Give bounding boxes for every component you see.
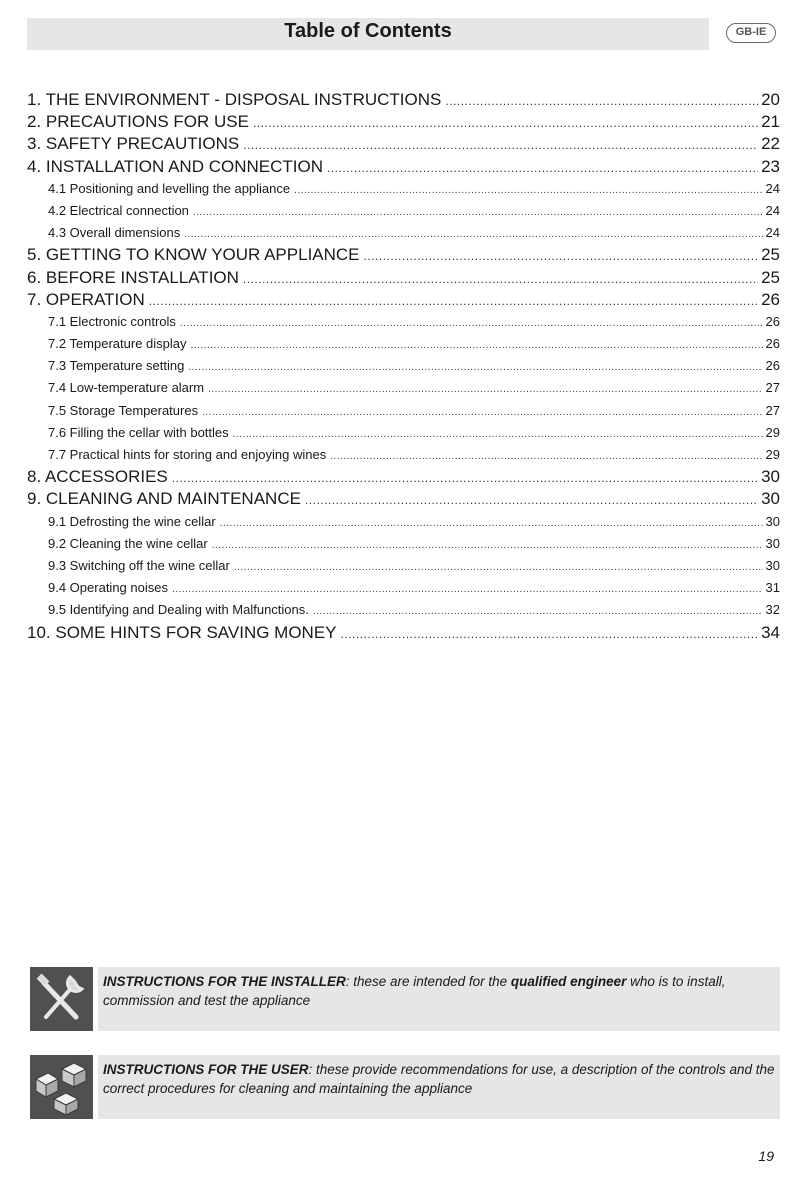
toc-entry-label: 1. THE ENVIRONMENT - DISPOSAL INSTRUCTIONS: [27, 90, 442, 109]
toc-subsection-row[interactable]: [27, 311, 780, 333]
toc-subsection-row[interactable]: [27, 333, 780, 355]
toc-dot-leader: [233, 424, 763, 444]
toc-section-row[interactable]: [27, 111, 780, 133]
toc-subsection-row[interactable]: [27, 444, 780, 466]
toc-dot-leader: [243, 134, 758, 155]
toc-entry-label: 2. PRECAUTIONS FOR USE: [27, 112, 249, 132]
toc-entry-page: 25: [761, 267, 780, 287]
toc-dot-leader: [184, 224, 762, 244]
toc-dot-leader: [341, 623, 759, 644]
toc-dot-leader: [313, 601, 763, 621]
toc-entry-page: 30: [765, 535, 780, 551]
toc-section-row[interactable]: [27, 89, 780, 111]
toc-dot-leader: [294, 180, 762, 200]
toc-section-row[interactable]: [27, 289, 780, 311]
toc-section-row[interactable]: [27, 133, 780, 155]
toc-subsection-row[interactable]: [27, 355, 780, 377]
toc-dot-leader: [202, 402, 762, 422]
toc-dot-leader: [191, 335, 763, 355]
toc-dot-leader: [220, 513, 763, 533]
installer-note-text-before: : these are intended for the: [345, 974, 511, 989]
toc-entry-label: 4.3 Overall dimensions: [48, 225, 181, 241]
toc-dot-leader: [305, 489, 758, 510]
toc-entry-page: 30: [765, 513, 780, 529]
toc-entry-label: 4.2 Electrical connection: [48, 202, 189, 218]
toc-dot-leader: [188, 357, 762, 377]
title-bar: [27, 18, 709, 50]
toc-entry-label: 8. ACCESSORIES: [27, 467, 168, 487]
user-note: [98, 1055, 780, 1119]
toc-entry-label: 9. CLEANING AND MAINTENANCE: [27, 489, 301, 509]
toc-subsection-row[interactable]: [27, 533, 780, 555]
toc-entry-label: 10. SOME HINTS FOR SAVING MONEY: [27, 622, 337, 642]
toc-dot-leader: [445, 90, 758, 111]
installer-instructions: [30, 967, 780, 1031]
language-badge: GB-IE: [726, 23, 776, 43]
toc-dot-leader: [180, 313, 763, 333]
toc-dot-leader: [172, 467, 758, 488]
toc-subsection-row[interactable]: [27, 200, 780, 222]
toc-entry-label: 7.1 Electronic controls: [48, 313, 176, 329]
toc-subsection-row[interactable]: [27, 511, 780, 533]
toc-entry-page: 26: [765, 313, 780, 329]
toc-entry-label: 7.7 Practical hints for storing and enjoying wines: [48, 447, 327, 462]
tools-icon: [30, 967, 93, 1031]
toc-entry-label: 7.5 Storage Temperatures: [48, 402, 199, 418]
toc-section-row[interactable]: [27, 156, 780, 178]
toc-entry-page: 34: [761, 622, 780, 642]
toc-subsection-row[interactable]: [27, 222, 780, 244]
toc-entry-page: 24: [765, 202, 780, 218]
toc-subsection-row[interactable]: [27, 400, 780, 422]
toc-dot-leader: [172, 579, 763, 599]
toc-entry-page: 29: [765, 424, 780, 440]
toc-section-row[interactable]: [27, 488, 780, 510]
toc-dot-leader: [364, 245, 759, 266]
toc-subsection-row[interactable]: [27, 422, 780, 444]
toc-entry-page: 26: [765, 336, 780, 352]
toc-entry-label: 5. GETTING TO KNOW YOUR APPLIANCE: [27, 245, 360, 265]
toc-entry-label: 3. SAFETY PRECAUTIONS: [27, 134, 240, 154]
installer-note-text-after: who is to install, commission and test the appliance: [103, 974, 726, 1008]
toc-section-row[interactable]: [27, 466, 780, 488]
toc-dot-leader: [193, 202, 763, 222]
toc-entry-page: 25: [761, 245, 780, 265]
page-title: Table of Contents: [284, 20, 452, 42]
toc-dot-leader: [208, 379, 762, 399]
toc-entry-label: 9.2 Cleaning the wine cellar: [48, 535, 208, 551]
toc-dot-leader: [149, 290, 758, 311]
toc-entry-page: 30: [765, 557, 780, 573]
toc-entry-page: 22: [761, 134, 780, 154]
toc-dot-leader: [327, 157, 758, 178]
toc-entry-page: 32: [765, 602, 780, 618]
toc-entry-page: 24: [765, 180, 780, 196]
toc-entry-page: 24: [765, 225, 780, 241]
ice-cubes-icon: [30, 1055, 93, 1119]
toc-dot-leader: [253, 112, 758, 133]
toc-dot-leader: [212, 535, 763, 555]
toc-section-row[interactable]: [27, 267, 780, 289]
toc-dot-leader: [330, 446, 762, 466]
toc-section-row[interactable]: [27, 622, 780, 644]
user-instructions: [30, 1055, 780, 1119]
toc-entry-label: 4. INSTALLATION AND CONNECTION: [27, 156, 323, 176]
toc-entry-label: 9.5 Identifying and Dealing with Malfunctions.: [48, 602, 309, 618]
toc-dot-leader: [234, 557, 763, 577]
page-number: 19: [758, 1148, 774, 1164]
toc-subsection-row[interactable]: [27, 178, 780, 200]
toc-entry-page: 26: [765, 358, 780, 374]
toc-subsection-row[interactable]: [27, 577, 780, 599]
toc-entry-page: 29: [765, 447, 780, 462]
toc-entry-page: 30: [761, 489, 780, 509]
user-note-label: INSTRUCTIONS FOR THE USER: [103, 1062, 309, 1077]
toc-entry-page: 21: [761, 112, 780, 132]
toc-entry-page: 27: [765, 402, 780, 418]
toc-entry-label: 7.3 Temperature setting: [48, 358, 185, 374]
toc-entry-page: 30: [761, 467, 780, 487]
toc-entry-page: 27: [765, 380, 780, 396]
installer-note-term: qualified engineer: [510, 974, 627, 989]
toc-entry-label: 6. BEFORE INSTALLATION: [27, 267, 239, 287]
toc-section-row[interactable]: [27, 244, 780, 266]
installer-note-label: INSTRUCTIONS FOR THE INSTALLER: [103, 974, 346, 989]
toc-subsection-row[interactable]: [27, 555, 780, 577]
toc-entry-page: 23: [761, 156, 780, 176]
toc-entry-label: 9.1 Defrosting the wine cellar: [48, 513, 216, 529]
toc-entry-page: 26: [761, 289, 780, 309]
toc-entry-label: 9.4 Operating noises: [48, 580, 168, 596]
toc-subsection-row[interactable]: [27, 377, 780, 399]
toc-entry-page: 31: [765, 580, 780, 596]
toc-entry-label: 7.4 Low-temperature alarm: [48, 380, 205, 396]
toc-dot-leader: [243, 268, 758, 289]
toc-entry-label: 4.1 Positioning and levelling the appliance: [48, 180, 291, 196]
table-of-contents: [27, 89, 780, 644]
user-note-text: : these provide recommendations for use, a description of the controls and the correct procedures for cleaning and maintaining the appliance: [103, 1062, 775, 1096]
toc-subsection-row[interactable]: [27, 599, 780, 621]
toc-entry-label: 7. OPERATION: [27, 289, 145, 309]
installer-note: [98, 967, 780, 1031]
toc-entry-label: 7.6 Filling the cellar with bottles: [48, 424, 229, 440]
toc-entry-label: 9.3 Switching off the wine cellar: [48, 557, 230, 573]
toc-entry-page: 20: [761, 90, 780, 109]
toc-entry-label: 7.2 Temperature display: [48, 336, 187, 352]
